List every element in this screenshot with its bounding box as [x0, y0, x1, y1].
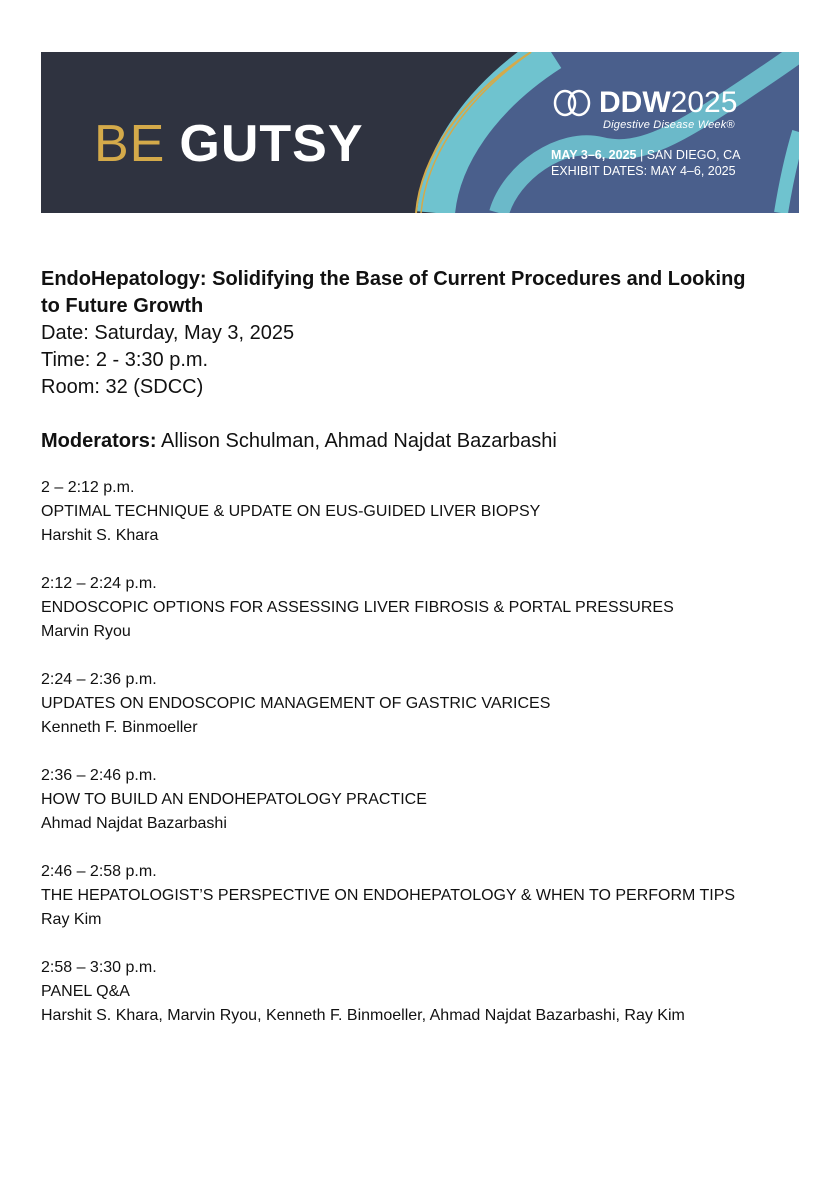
event-banner	[41, 52, 799, 213]
session-item	[41, 860, 801, 932]
session-item	[41, 476, 801, 548]
tagline-gutsy: GUTSY	[179, 115, 364, 173]
moderators-label: Moderators:	[41, 430, 157, 452]
event-details	[41, 266, 801, 1052]
ddw-emblem-icon	[551, 89, 595, 117]
dates-bold: MAY 3–6, 2025	[551, 148, 637, 162]
event-dates	[551, 147, 791, 179]
session-speaker: Harshit S. Khara	[41, 527, 159, 544]
session-item	[41, 764, 801, 836]
session-title: PANEL Q&A	[41, 983, 130, 1000]
session-time: 2:12 – 2:24 p.m.	[41, 575, 157, 592]
session-title: ENDOSCOPIC OPTIONS FOR ASSESSING LIVER FIBROSIS & PORTAL PRESSURES	[41, 599, 674, 616]
session-speaker: Harshit S. Khara, Marvin Ryou, Kenneth F. Binmoeller, Ahmad Najdat Bazarbashi, Ray Kim	[41, 1007, 685, 1024]
ddw-logo	[551, 88, 791, 179]
session-item	[41, 956, 801, 1028]
event-location: | SAN DIEGO, CA	[639, 148, 741, 162]
tagline-be: BE	[94, 115, 166, 173]
session-item	[41, 668, 801, 740]
session-time: 2:24 – 2:36 p.m.	[41, 671, 157, 688]
session-title: UPDATES ON ENDOSCOPIC MANAGEMENT OF GASTRIC VARICES	[41, 695, 551, 712]
event-date: Date: Saturday, May 3, 2025	[41, 322, 295, 344]
logo-year: 2025	[670, 86, 738, 119]
session-title: HOW TO BUILD AN ENDOHEPATOLOGY PRACTICE	[41, 791, 427, 808]
logo-subtitle: Digestive Disease Week®	[603, 119, 735, 131]
session-title: OPTIMAL TECHNIQUE & UPDATE ON EUS-GUIDED LIVER BIOPSY	[41, 503, 541, 520]
moderators	[41, 428, 801, 455]
moderators-names: Allison Schulman, Ahmad Najdat Bazarbashi	[161, 430, 557, 452]
session-time: 2:58 – 3:30 p.m.	[41, 959, 157, 976]
session-time: 2 – 2:12 p.m.	[41, 479, 135, 496]
tagline	[94, 115, 364, 173]
session-title: THE HEPATOLOGIST’S PERSPECTIVE ON ENDOHEPATOLOGY & WHEN TO PERFORM TIPS	[41, 887, 736, 904]
session-speaker: Ray Kim	[41, 911, 102, 928]
session-list	[41, 476, 801, 1028]
exhibit-dates: EXHIBIT DATES: MAY 4–6, 2025	[551, 164, 736, 178]
logo-ddw-text: DDW	[599, 86, 671, 119]
event-title-line2: to Future Growth	[41, 295, 204, 317]
session-time: 2:46 – 2:58 p.m.	[41, 863, 157, 880]
event-title	[41, 266, 801, 320]
event-title-line1: EndoHepatology: Solidifying the Base of Current Procedures and Looking	[41, 268, 746, 290]
session-speaker: Marvin Ryou	[41, 623, 131, 640]
event-room: Room: 32 (SDCC)	[41, 376, 204, 398]
session-item	[41, 572, 801, 644]
session-speaker: Kenneth F. Binmoeller	[41, 719, 198, 736]
event-time: Time: 2 - 3:30 p.m.	[41, 349, 209, 371]
session-time: 2:36 – 2:46 p.m.	[41, 767, 157, 784]
session-speaker: Ahmad Najdat Bazarbashi	[41, 815, 227, 832]
